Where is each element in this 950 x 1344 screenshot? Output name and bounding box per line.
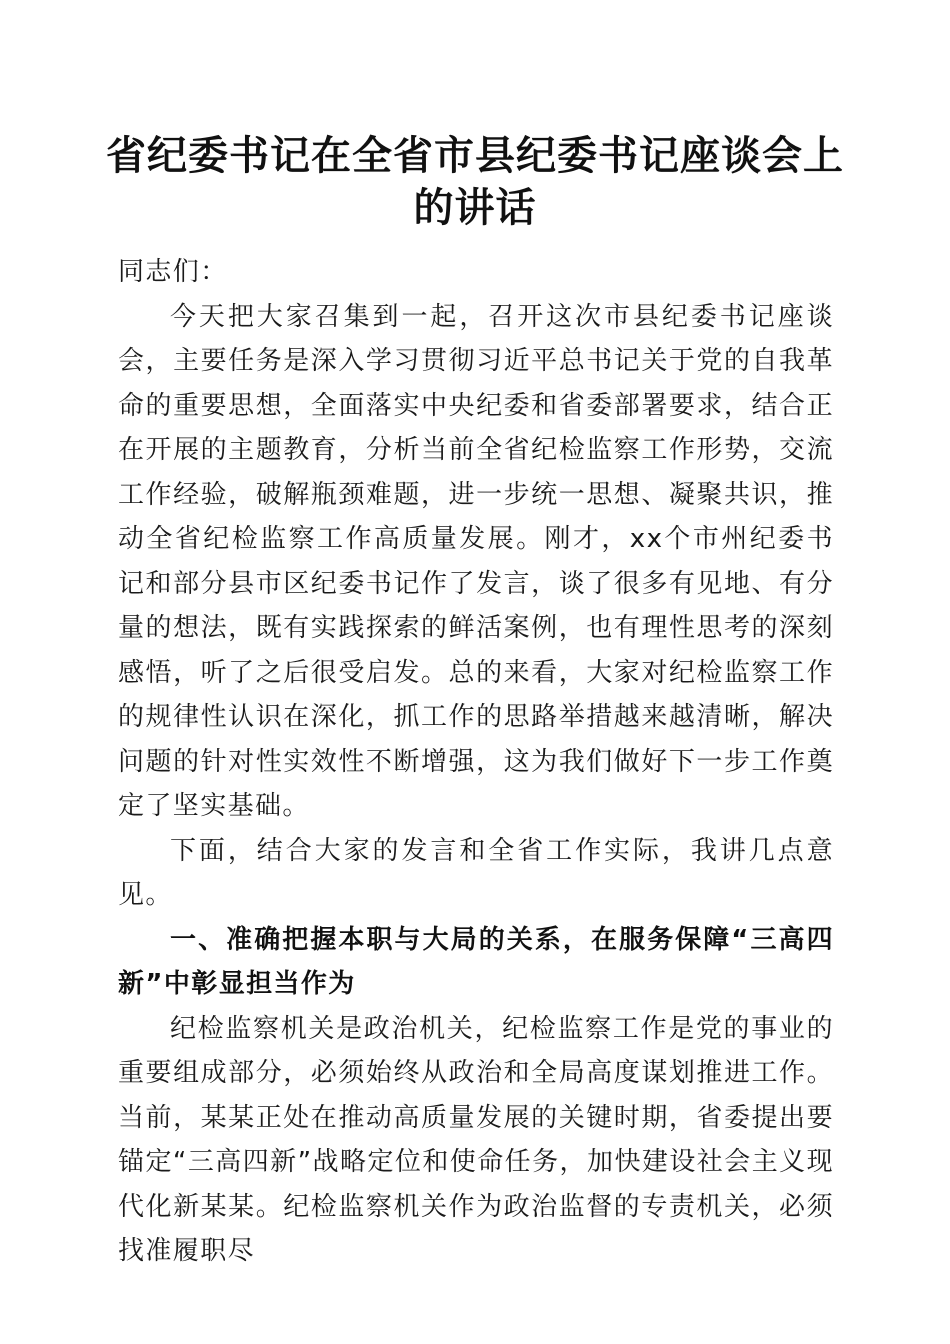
greeting: 同志们：: [118, 257, 228, 287]
document-body: [118, 250, 834, 1274]
document-title: 省纪委书记在全省市县纪委书记座谈会上的讲话: [106, 132, 844, 231]
paragraph-opening: 今天把大家召集到一起，召开这次市县纪委书记座谈会，主要任务是深入学习贯彻习近平总书记关于党的自我革命的重要思想，全面落实中央纪委和省委部署要求，结合正在开展的主题教育，分析当前全省纪检监察工作形势，交流工作经验，破解瓶颈难题，进一步统一思想、凝聚共识，推动全省纪检监察工作高质量发展。刚才，xx个市州纪委书记和部分县市区纪委书记作了发言，谈了很多有见地、有分量的想法，既有实践探索的鲜活案例，也有理性思考的深刻感悟，听了之后很受启发。总的来看，大家对纪检监察工作的规律性认识在深化，抓工作的思路举措越来越清晰，解决问题的针对性实效性不断增强，这为我们做好下一步工作奠定了坚实基础。: [118, 301, 834, 821]
section-heading: 一、准确把握本职与大局的关系，在服务保障“三高四新”中彰显担当作为: [118, 924, 834, 999]
paragraph-transition: 下面，结合大家的发言和全省工作实际，我讲几点意见。: [118, 835, 834, 910]
section-paragraph: 纪检监察机关是政治机关，纪检监察工作是党的事业的重要组成部分，必须始终从政治和全局高度谋划推进工作。当前，某某正处在推动高质量发展的关键时期，省委提出要锚定“三高四新”战略定位和使命任务，加快建设社会主义现代化新某某。纪检监察机关作为政治监督的专责机关，必须找准履职尽: [118, 1013, 834, 1266]
